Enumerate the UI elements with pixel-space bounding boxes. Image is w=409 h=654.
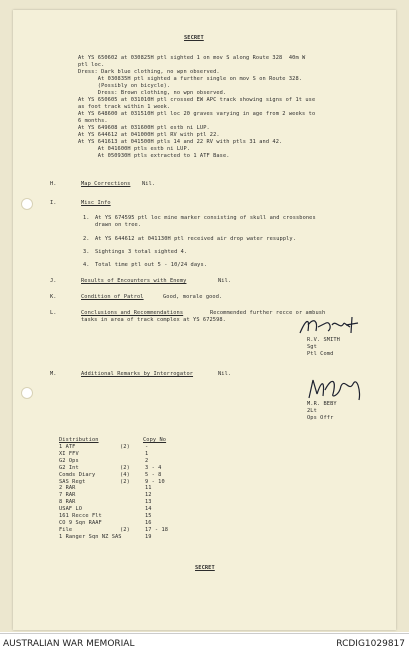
archive-name: AUSTRALIAN WAR MEMORIAL — [3, 639, 135, 649]
section-text-condition: Good, morale good. — [163, 294, 223, 300]
distribution-copy-number: - — [145, 444, 149, 450]
section-title-remarks: Additional Remarks by Interrogator — [81, 371, 194, 377]
section-title-encounters: Results of Encounters with Enemy — [81, 278, 187, 284]
copy-no-header: Copy No — [143, 437, 167, 443]
distribution-count: (2) — [120, 526, 130, 533]
distribution-copy-number: 2 — [145, 457, 149, 464]
report-line: At 030835H ptl sighted a further single on mov S on Route 328. — [78, 76, 303, 82]
misc-item-number: 2. — [83, 236, 90, 242]
distribution-recipient: 7 RAR — [59, 492, 76, 499]
distribution-recipient: 1 Ranger Sqn NZ SAS — [59, 533, 122, 540]
distribution-recipient: USAF LO — [59, 506, 83, 513]
section-title-condition: Condition of Patrol — [81, 294, 144, 300]
section-letter-i: I. — [50, 200, 57, 206]
distribution-copy-number: 11 — [145, 485, 152, 492]
report-line: Dress: Dark blue clothing, no wpn observed. — [78, 69, 220, 75]
section-letter-l: L. — [50, 310, 57, 316]
distribution-count: (2) — [120, 478, 130, 485]
archive-footer — [0, 633, 409, 654]
patrol-commander-signature — [296, 313, 366, 339]
punch-hole — [21, 198, 33, 210]
report-line: Dress: Brown clothing, no wpn observed. — [78, 90, 227, 96]
distribution-recipient: G2 Ops — [59, 457, 79, 464]
interrogator-role: Ops Offr — [307, 415, 334, 421]
distribution-count: (4) — [120, 471, 130, 478]
section-text-conclusions: tasks in area of track complex at YS 672598. — [81, 317, 226, 323]
misc-item-number: 3. — [83, 249, 90, 255]
distribution-copy-number: 16 — [145, 519, 152, 526]
patrol-commander-rank: Sgt — [307, 344, 317, 350]
document-page — [13, 10, 396, 630]
distribution-recipient: SAS Regt — [59, 478, 86, 485]
section-letter-h: H. — [50, 181, 57, 187]
distribution-copy-number: 12 — [145, 492, 152, 499]
misc-item-text: At YS 644612 at 041130H ptl received air drop water resupply. — [95, 236, 296, 242]
section-letter-m: M. — [50, 371, 57, 377]
punch-hole — [21, 387, 33, 399]
distribution-recipient: 8 RAR — [59, 499, 76, 506]
distribution-recipient: XI FFV — [59, 450, 79, 457]
report-line: At YS 650605 at 031010H ptl crossed EW APC track showing signs of 1t use — [78, 97, 316, 103]
patrol-commander-role: Ptl Comd — [307, 351, 334, 357]
report-line: At YS 649608 at 031600H ptl estb ni LUP. — [78, 125, 210, 131]
distribution-copy-number: 14 — [145, 506, 152, 513]
section-title-map-corrections: Map Corrections — [81, 181, 131, 187]
section-title-misc-info: Misc Info — [81, 200, 111, 206]
distribution-recipient: File — [59, 526, 73, 533]
section-text-conclusions: Recommended further recce or ambush — [210, 310, 326, 316]
section-letter-k: K. — [50, 294, 57, 300]
distribution-copy-number: 13 — [145, 499, 152, 506]
interrogator-rank: 2Lt — [307, 408, 317, 414]
misc-item-text: At YS 674595 ptl loc mine marker consisting of skull and crossbones — [95, 215, 316, 221]
misc-item-text: Total time ptl out 5 - 10/24 days. — [95, 262, 208, 268]
section-text-map-corrections: Nil. — [142, 181, 156, 187]
section-letter-j: J. — [50, 278, 57, 284]
distribution-copy-number: 19 — [145, 533, 152, 540]
distribution-recipient: Comds Diary — [59, 471, 96, 478]
distribution-copy-number: 15 — [145, 513, 152, 519]
archive-record-id: RCDIG1029817 — [336, 639, 405, 649]
report-line: At YS 644612 at 041000H ptl RV with ptl 22. — [78, 132, 220, 138]
distribution-copy-number: 9 - 10 — [145, 478, 165, 485]
distribution-copy-number: 3 - 4 — [145, 464, 162, 471]
interrogator-name: M.R. BEBY — [307, 401, 337, 407]
distribution-copy-number: 5 - 8 — [145, 471, 162, 478]
distribution-copy-number: 1 — [145, 450, 149, 457]
misc-item-text: drawn on tree. — [95, 222, 142, 228]
footer-secret: SECRET — [195, 565, 215, 571]
distribution-header: Distribution — [59, 437, 99, 443]
distribution-recipient: 2 RAR — [59, 485, 76, 492]
report-line: as foot track within 1 week. — [78, 104, 171, 110]
distribution-count: (2) — [120, 464, 130, 471]
distribution-recipient: CO 9 Sqn RAAF — [59, 519, 102, 526]
section-text-encounters: Nil. — [218, 278, 232, 284]
report-line: At 041600H ptls estb ni LUP. — [78, 146, 191, 152]
distribution-recipient: 1 ATF — [59, 444, 76, 450]
misc-item-number: 1. — [83, 215, 90, 221]
report-line: 6 months. — [78, 118, 108, 124]
distribution-recipient: 161 Recce Flt — [59, 513, 102, 519]
misc-item-number: 4. — [83, 262, 90, 268]
report-line: At YS 650602 at 030825H ptl sighted 1 on mov S along Route 328 40m W — [78, 55, 306, 61]
report-line: At YS 641613 at 041500H ptls 14 and 22 RV with ptls 31 and 42. — [78, 139, 283, 145]
section-text-remarks: Nil. — [218, 371, 232, 377]
section-title-conclusions: Conclusions and Recommendations — [81, 310, 184, 316]
distribution-recipient: G2 Int — [59, 464, 79, 471]
report-line: At 050930H ptls extracted to 1 ATF Base. — [78, 153, 230, 159]
report-line: ptl loc. — [78, 62, 105, 68]
report-line: At YS 648600 at 031510H ptl loc 20 graves varying in age from 2 weeks to — [78, 111, 316, 117]
misc-item-text: Sightings 3 total sighted 4. — [95, 249, 188, 255]
distribution-copy-number: 17 - 18 — [145, 526, 169, 533]
header-secret: SECRET — [184, 35, 204, 41]
interrogator-signature — [303, 372, 373, 402]
patrol-commander-name: R.V. SMITH — [307, 337, 340, 343]
distribution-count: (2) — [120, 444, 130, 450]
report-line: (Possibly on bicycle). — [78, 83, 171, 89]
